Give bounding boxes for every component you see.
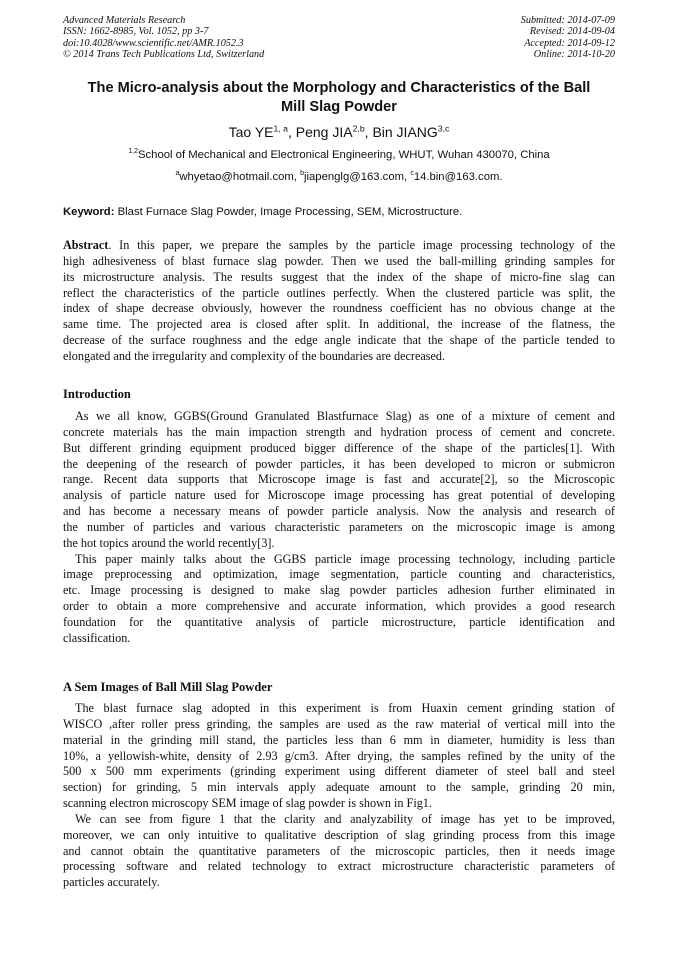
author-list: Tao YE$^{1, a}$, Peng JIA$^{2,b}$, Bin JIANG$^{3,c}$ [228,123,450,140]
author-name: Bin JIANG [372,124,438,140]
body-line: concrete materials has the main impaction strength and hydration process of cement and concrete. [63,424,615,439]
date-revised: Revised: 2014-09-04 [529,26,615,38]
date-submitted: Submitted: 2014-07-09 [520,15,615,26]
body-line: etc. Image processing is designed to make slag powder particles adhesion further eliminated in [63,583,615,598]
author-name: Peng JIA [295,124,353,140]
body-line: As we all know, GGBS(Ground Granulated Blastfurnace Slag) as one of a mixture of cement and [75,409,615,423]
body-line: classification. [63,630,131,645]
affiliation [30,148,648,163]
abstract-line: reflect the characteristics of the particle outlines perfectly. When the clustered particle was split, the [63,285,615,300]
paper-title [50,79,628,117]
body-line: 500 x 500 mm experiments (grinding experiment using different diameter of steel ball and steel [63,764,615,779]
body-line: and cannot obtain the quantitative parameters of the microscopic particles, then it needs image [63,843,615,858]
abstract-line: high adhesiveness of blast furnace slag powder. Then we used the ball-milling grinding samples for [63,253,615,268]
body-line: WISCO ,after roller press grinding, the samples are used as the raw material of vertical mill into the [63,716,615,731]
journal-header-left [63,15,363,61]
keyword-label: Keyword: [63,206,115,218]
abstract-line [63,238,615,254]
body-line: We can see from figure 1 that the clarity and analyzability of image has yet to be improved, [75,811,615,826]
author-affil-mark: 1, a [273,123,288,134]
body-line: section) for grinding, 5 min intervals apply adequate amount to the sample, grinding 20 min, [63,780,615,795]
title-line: The Micro-analysis about the Morphology and Characteristics of the Ball [87,80,591,96]
body-line: foundation for the quantitative analysis of particle microstructure, particle identification and [63,614,615,629]
body-line: 10%, a yellowish-white, density of 2.93 g/cm3. After drying, the samples refined by the unity of the [63,748,615,763]
email-mark: a [175,170,180,178]
body-line: range. Recent data supports that Microscope image is fast and accurate[2], so the Microscopic [63,472,615,487]
abstract-line: decrease of the surface roughness and the edge angle indicate that the shape of the particle tended to [63,333,615,348]
author-affil-mark: 3,c [437,123,450,134]
introduction-body [63,409,615,647]
body-line: the hot topics around the world recently[3]. [63,535,275,550]
email: jiapenglg@163.com, [304,171,411,183]
author-name: Tao YE [228,124,274,140]
abstract-text: . In this paper, we prepare the samples by the particle image processing technology of the [108,238,615,252]
title-line: Mill Slag Powder [281,99,397,115]
sem-section-body [63,701,615,891]
body-line: The blast furnace slag adopted in this experiment is from Huaxin cement grinding station of [75,701,615,715]
journal-doi: doi:10.4028/www.scientific.net/AMR.1052.3 [63,37,244,49]
body-line: the deepening of the research of powder particles, it has been developed to micron or submicron [63,456,615,471]
body-line: and has become a necessary means of powder particle analysis. Now the analysis and research of [63,504,615,519]
journal-header-right [355,15,615,61]
abstract [63,238,615,365]
abstract-line: elongated and the irregularity and complexity of the boundaries are decreased. [63,348,446,363]
journal-issn: ISSN: 1662-8985, Vol. 1052, pp 3-7 [63,26,209,38]
body-line: particles accurately. [63,875,160,890]
body-line: processing software and related technology to extract microstructure characteristic parameters of [63,859,615,874]
date-accepted: Accepted: 2014-09-12 [524,37,615,49]
body-line: This paper mainly talks about the GGBS particle image processing technology, including particle [75,551,615,566]
body-line: order to obtain a more comprehensive and accurate information, which provides a good research [63,599,615,614]
section-heading-sem-images: A Sem Images of Ball Mill Slag Powder [63,680,273,694]
body-line: the number of particles and various characteristic parameters on the microscopic image is among [63,519,615,534]
abstract-line: same time. The projected area is closed after split. In additional, the increase of the flatness, the [63,317,615,332]
email-mark: b [300,170,304,178]
author-emails [30,170,648,185]
abstract-line: its microstructure analysis. The results suggest that the index of the shape of micro-fine slag can [63,269,615,284]
body-line: analysis of particle nature used for Microscope image processing has great potential of developing [63,488,615,503]
keyword-text: Blast Furnace Slag Powder, Image Processing, SEM, Microstructure. [117,206,463,218]
email: whyetao@hotmail.com, [179,171,301,183]
email-mark: c [410,170,414,178]
affiliation-mark: 1,2 [128,148,138,156]
author-affil-mark: 2,b [352,123,365,134]
journal-copyright: © 2014 Trans Tech Publications Ltd, Switzerland [63,49,265,61]
abstract-label: Abstract [63,238,109,252]
keywords [63,205,615,220]
body-line: But different grinding equipment produced bigger difference of the shape of the particles[1]. With [63,440,615,455]
journal-name: Advanced Materials Research [63,15,186,26]
affiliation-text: School of Mechanical and Electronical Engineering, WHUT, Wuhan 430070, China [137,149,550,161]
date-online: Online: 2014-10-20 [533,49,615,61]
body-line: moreover, we can only intuitive to qualitative description of slag grinding process from this image [63,827,615,842]
abstract-line: index of shape decrease obviously, however the roundness coefficient has no obvious change at the [63,301,615,316]
body-line: material in the grinding mill stand, the particles less than 6 mm in diameter, humidity is less than [63,732,615,747]
email: 14.bin@163.com. [413,171,503,183]
section-heading-introduction: Introduction [63,387,131,401]
body-line: scanning electron microscopy SEM image of slag powder is shown in Fig1. [63,796,432,811]
body-line: image preprocessing and optimization, image segmentation, particle counting and characteristics, [63,567,615,582]
